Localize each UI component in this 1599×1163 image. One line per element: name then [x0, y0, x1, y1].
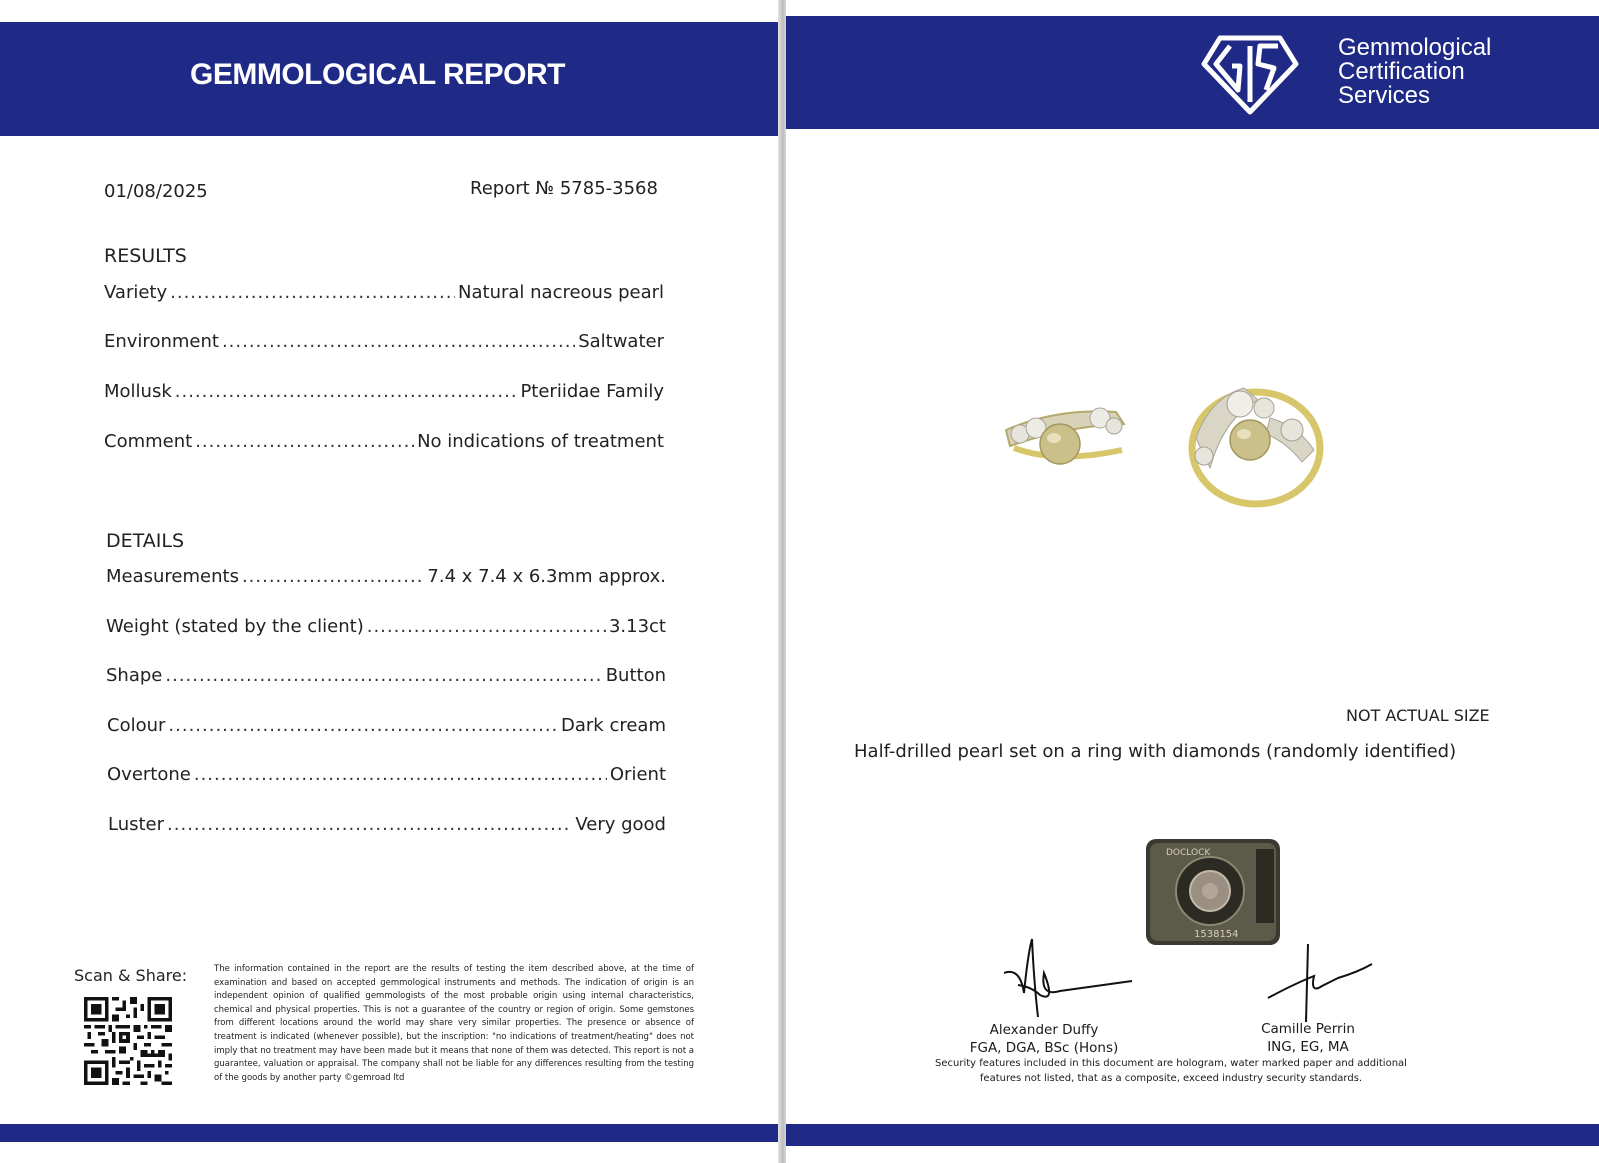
- detail-row-colour: [107, 715, 666, 736]
- security-note: Security features included in this document are hologram, water marked paper and additional features not listed, that as a composite, exceed industry security standards.: [935, 1058, 1407, 1084]
- signer-2: [1208, 1021, 1408, 1055]
- results-heading: RESULTS: [104, 245, 187, 267]
- row-value: Dark cream: [561, 715, 666, 736]
- row-label: Shape: [106, 665, 163, 686]
- report-number: Report № 5785-3568: [470, 178, 658, 199]
- row-value: Orient: [609, 764, 666, 785]
- scan-label: Scan & Share:: [74, 966, 188, 985]
- row-label: Weight (stated by the client): [106, 616, 364, 637]
- not-actual-size-note: NOT ACTUAL SIZE: [1346, 706, 1490, 725]
- details-heading: DETAILS: [106, 530, 185, 552]
- detail-row-shape: [106, 665, 666, 686]
- row-value: 7.4 x 7.4 x 6.3mm approx.: [427, 566, 666, 587]
- item-caption: Half-drilled pearl set on a ring with diamonds (randomly identified): [854, 741, 1457, 762]
- row-value: Button: [605, 665, 666, 686]
- signature-camille-perrin: [1264, 940, 1384, 1024]
- ring-front-view: [1192, 388, 1320, 504]
- hologram-seal-icon: [1146, 839, 1280, 945]
- row-value: Natural nacreous pearl: [458, 282, 664, 303]
- logo-line-3: Services: [1338, 82, 1431, 109]
- result-row-comment: [104, 431, 664, 452]
- detail-row-measurements: [106, 566, 666, 587]
- footer-band: [0, 1124, 782, 1142]
- detail-row-overtone: [107, 764, 666, 785]
- row-label: Luster: [108, 814, 165, 835]
- report-date: 01/08/2025: [104, 181, 208, 202]
- report-title: GEMMOLOGICAL REPORT: [190, 58, 565, 91]
- row-value: No indications of treatment: [417, 431, 664, 452]
- row-label: Comment: [104, 431, 193, 452]
- row-value: Saltwater: [578, 331, 664, 352]
- logo-line-2: Certification: [1338, 58, 1465, 85]
- row-label: Variety: [104, 282, 168, 303]
- row-value: Pteriidae Family: [520, 381, 664, 402]
- logo-line-1: Gemmological: [1338, 34, 1492, 61]
- detail-row-luster: [108, 814, 666, 835]
- svg-text:1538154: 1538154: [1194, 929, 1239, 940]
- footer-band: [786, 1124, 1599, 1146]
- row-value: 3.13ct: [608, 616, 666, 637]
- right-page: [786, 0, 1599, 1163]
- signer-credentials: ING, EG, MA: [1267, 1039, 1349, 1055]
- result-row-mollusk: [104, 381, 664, 402]
- disclaimer-text: The information contained in the report are the results of testing the item described above, at the time of examination and based on accepted gemmological instruments and methods. The indication of origin is an independent opinion of qualified gemmologists of the most probable origin using internal characteristics, chemical and physical properties. This is not a guarantee of the country or region of origin. Some gemstones from different locations around the world may share very similar properties. The presence or absence of treatment is indicated (whenever possible), but the inscription: "no indications of treatment/heating" does not imply that no treatment may have been made but it means that none of them was detected. This report is not a guarantee, valuation or appraisal. The company shall not be liable for any differences resulting from the testing of the goods by another party ©gemroad ltd: [214, 964, 694, 1083]
- detail-row-weight: [106, 616, 666, 637]
- result-row-variety: [104, 282, 664, 303]
- signer-name: Alexander Duffy: [989, 1022, 1099, 1038]
- row-label: Overtone: [107, 764, 191, 785]
- logo-wordmark: [1338, 36, 1491, 108]
- ring-side-view: [1006, 408, 1124, 464]
- svg-text:DOCLOCK: DOCLOCK: [1166, 848, 1211, 858]
- left-page: [0, 0, 782, 1163]
- row-label: Mollusk: [104, 381, 172, 402]
- signer-1: [944, 1022, 1144, 1056]
- row-label: Environment: [104, 331, 219, 352]
- signer-name: Camille Perrin: [1261, 1021, 1355, 1037]
- row-value: Very good: [575, 814, 666, 835]
- row-label: Colour: [107, 715, 166, 736]
- signer-credentials: FGA, DGA, BSc (Hons): [969, 1040, 1119, 1056]
- qr-code[interactable]: [84, 997, 172, 1085]
- ring-photo: [996, 378, 1346, 518]
- gcs-logo-icon: [1200, 28, 1300, 116]
- result-row-environment: [104, 331, 664, 352]
- row-label: Measurements: [106, 566, 239, 587]
- signature-alexander-duffy: [996, 933, 1136, 1021]
